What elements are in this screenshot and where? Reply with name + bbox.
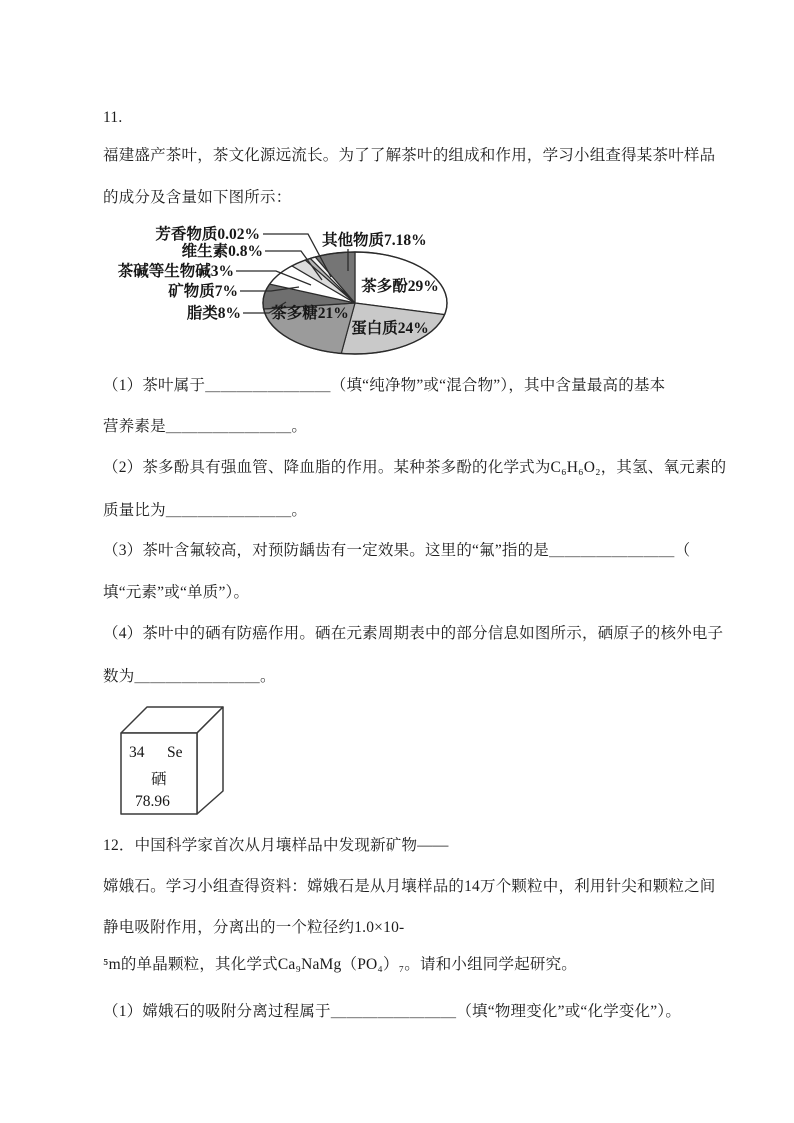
question-11-intro-line-1: 福建盛产茶叶，茶文化源远流长。为了了解茶叶的组成和作用，学习小组查得某茶叶样品 xyxy=(103,147,716,164)
selenium-chinese-name: 硒 xyxy=(151,771,167,788)
selenium-element-cell xyxy=(110,699,240,824)
tea-composition-pie-chart xyxy=(110,221,482,371)
question-11-1-line-1: （1）茶叶属于＿＿＿＿＿＿＿＿（填“纯净物”或“混合物”），其中含量最高的基本 xyxy=(103,377,666,394)
question-11-2-line-1: （2）茶多酚具有强血管、降血脂的作用。某种茶多酚的化学式为C₆H₆O₂，其氢、氧元素的 xyxy=(103,459,727,476)
question-11-4-line-1: （4）茶叶中的硒有防癌作用。硒在元素周期表中的部分信息如图所示，硒原子的核外电子 xyxy=(103,625,724,642)
pie-label-outside: 茶碱等生物碱3% xyxy=(117,263,234,280)
pie-label-outside: 其他物质7.18% xyxy=(322,232,427,249)
question-12-intro-line-4: ⁵m的单晶颗粒，其化学式Ca₉NaMg（PO₄）₇。请和小组同学起研究。 xyxy=(103,956,578,973)
question-11-3-line-1: （3）茶叶含氟较高，对预防龋齿有一定效果。这里的“氟”指的是＿＿＿＿＿＿＿＿（ xyxy=(103,542,691,559)
question-11-2-line-2: 质量比为＿＿＿＿＿＿＿＿。 xyxy=(103,502,308,519)
selenium-atomic-number: 34 xyxy=(129,744,145,761)
pie-label-inside: 茶多糖21% xyxy=(271,305,349,322)
question-11-3-line-2: 填“元素”或“单质”）。 xyxy=(103,584,250,601)
selenium-symbol: Se xyxy=(167,744,183,761)
question-12-intro-line-3: 静电吸附作用，分离出的一个粒径约1.0×10- xyxy=(103,919,405,936)
pie-label-outside: 矿物质7% xyxy=(168,283,238,300)
question-11-intro-line-2: 的成分及含量如下图所示： xyxy=(103,189,292,206)
question-11-1-line-2: 营养素是＿＿＿＿＿＿＿＿。 xyxy=(103,418,308,435)
question-12-intro-line-2: 嫦娥石。学习小组查得资料：嫦娥石是从月壤样品的14万个颗粒中，利用针尖和颗粒之间 xyxy=(103,878,716,895)
pie-label-outside: 脂类8% xyxy=(186,305,241,322)
question-12-1-line-1: （1）嫦娥石的吸附分离过程属于＿＿＿＿＿＿＿＿（填“物理变化”或“化学变化”）。 xyxy=(103,1003,682,1020)
pie-label-outside: 维生素0.8% xyxy=(181,243,263,260)
question-11-number: 11. xyxy=(103,109,123,126)
pie-label-inside: 茶多酚29% xyxy=(361,278,439,295)
question-11-4-line-2: 数为＿＿＿＿＿＿＿＿。 xyxy=(103,668,276,685)
pie-label-outside: 芳香物质0.02% xyxy=(155,226,260,243)
pie-label-inside: 蛋白质24% xyxy=(351,320,429,337)
selenium-atomic-mass: 78.96 xyxy=(135,793,170,810)
question-12-intro-line-1: 12．中国科学家首次从月壤样品中发现新矿物—— xyxy=(103,837,449,854)
